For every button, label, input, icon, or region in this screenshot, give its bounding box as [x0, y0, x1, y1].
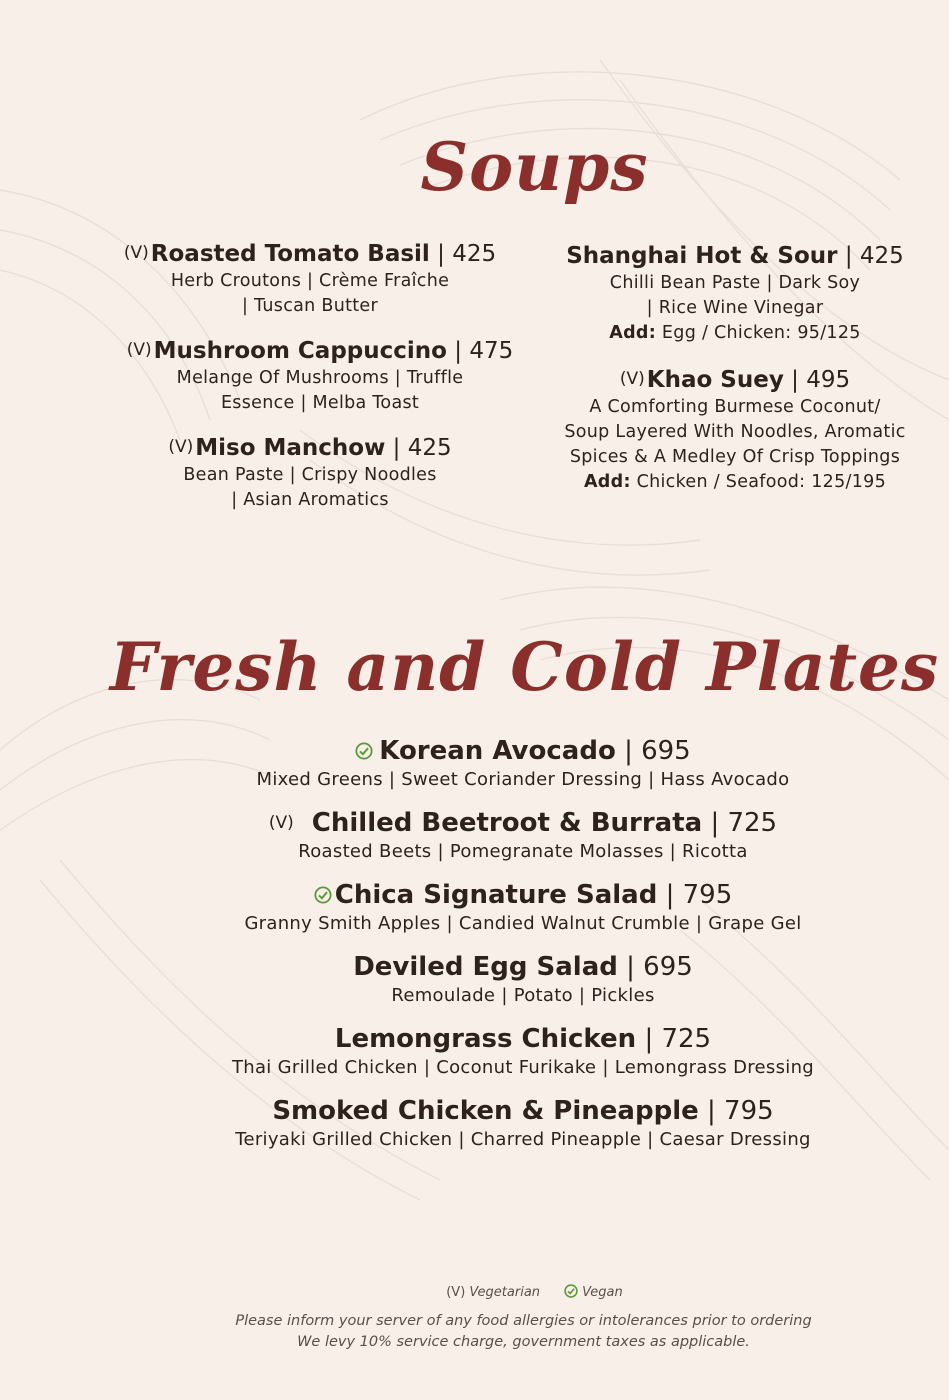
item-name: Deviled Egg Salad	[353, 952, 618, 982]
cold-plate-item	[0, 806, 949, 864]
item-description: | Tuscan Butter	[242, 296, 378, 316]
add-label: Add:	[609, 323, 657, 343]
item-price: | 695	[624, 736, 691, 766]
item-add-on	[530, 321, 940, 346]
legend-vegan: Vegan	[582, 1285, 623, 1300]
item-add-on	[530, 470, 940, 495]
item-description: Roasted Beets | Pomegranate Molasses | Ricotta	[298, 841, 748, 862]
item-price: | 795	[665, 880, 733, 910]
vegetarian-mark: (V)	[126, 340, 152, 360]
item-description: Thai Grilled Chicken | Coconut Furikake | Lemongrass Dressing	[231, 1057, 815, 1078]
item-description: Soup Layered With Noodles, Aromatic	[564, 422, 906, 442]
item-price: | 725	[710, 808, 778, 838]
item-name: Chilled Beetroot & Burrata	[311, 808, 703, 838]
item-name: Chica Signature Salad	[334, 880, 658, 910]
vegan-leaf-icon	[355, 742, 373, 760]
item-name: Miso Manchow	[195, 435, 386, 461]
soups-section-title: Soups	[420, 128, 649, 206]
item-description: Herb Croutons | Crème Fraîche	[170, 271, 450, 291]
cold-plate-item	[0, 950, 949, 1008]
cold-plate-item	[0, 734, 949, 792]
soup-item	[530, 241, 940, 346]
item-name: Roasted Tomato Basil	[150, 241, 430, 267]
item-price: | 795	[707, 1096, 774, 1126]
item-price: | 725	[644, 1024, 712, 1054]
vegetarian-mark: (V)	[123, 243, 149, 263]
item-description: Chilli Bean Paste | Dark Soy	[609, 273, 861, 293]
add-text: Chicken / Seafood: 125/195	[630, 472, 887, 492]
item-price: | 475	[454, 338, 514, 364]
item-price: | 495	[791, 367, 851, 393]
soup-item	[530, 364, 940, 495]
dietary-legend	[60, 1284, 949, 1300]
allergy-note: Please inform your server of any food allergies or intolerances prior to ordering	[235, 1313, 812, 1329]
soup-item	[100, 238, 520, 319]
vegetarian-mark: (V)	[168, 437, 194, 457]
vegetarian-mark: (V)	[619, 369, 645, 389]
cold-plate-item	[0, 1022, 949, 1080]
item-description: Mixed Greens | Sweet Coriander Dressing | Hass Avocado	[256, 769, 790, 790]
vegan-leaf-icon	[314, 886, 332, 904]
item-description: Essence | Melba Toast	[220, 393, 420, 413]
cold-plate-item	[0, 878, 949, 936]
service-charge-note: We levy 10% service charge, government taxes as applicable.	[297, 1334, 750, 1350]
item-description: | Rice Wine Vinegar	[646, 298, 824, 318]
cold-plates-section-title: Fresh and Cold Plates	[109, 628, 940, 706]
item-name: Smoked Chicken & Pineapple	[272, 1096, 699, 1126]
item-description: Remoulade | Potato | Pickles	[391, 985, 655, 1006]
item-price: | 425	[392, 435, 452, 461]
item-description: Melange Of Mushrooms | Truffle	[176, 368, 464, 388]
item-description: Teriyaki Grilled Chicken | Charred Pineapple | Caesar Dressing	[235, 1129, 811, 1150]
item-price: | 425	[844, 243, 904, 269]
item-name: Shanghai Hot & Sour	[566, 243, 838, 269]
soup-item	[100, 432, 520, 513]
soup-item	[100, 335, 540, 416]
item-price: | 695	[626, 952, 693, 982]
item-description: Spices & A Medley Of Crisp Toppings	[569, 447, 901, 467]
vegan-leaf-icon	[564, 1284, 578, 1298]
vegetarian-mark: (V)	[268, 813, 294, 833]
item-description: Granny Smith Apples | Candied Walnut Crumble | Grape Gel	[244, 913, 802, 934]
legend-vegetarian: Vegetarian	[469, 1285, 541, 1300]
item-description: | Asian Aromatics	[231, 490, 389, 510]
item-name: Korean Avocado	[379, 736, 616, 766]
item-name: Khao Suey	[646, 367, 784, 393]
item-price: | 425	[437, 241, 497, 267]
vegetarian-mark: (V)	[446, 1285, 466, 1300]
item-name: Mushroom Cappuccino	[153, 338, 447, 364]
cold-plate-item	[0, 1094, 949, 1152]
add-label: Add:	[583, 472, 631, 492]
add-text: Egg / Chicken: 95/125	[656, 323, 861, 343]
item-description: A Comforting Burmese Coconut/	[589, 397, 881, 417]
item-name: Lemongrass Chicken	[334, 1024, 637, 1054]
item-description: Bean Paste | Crispy Noodles	[183, 465, 437, 485]
